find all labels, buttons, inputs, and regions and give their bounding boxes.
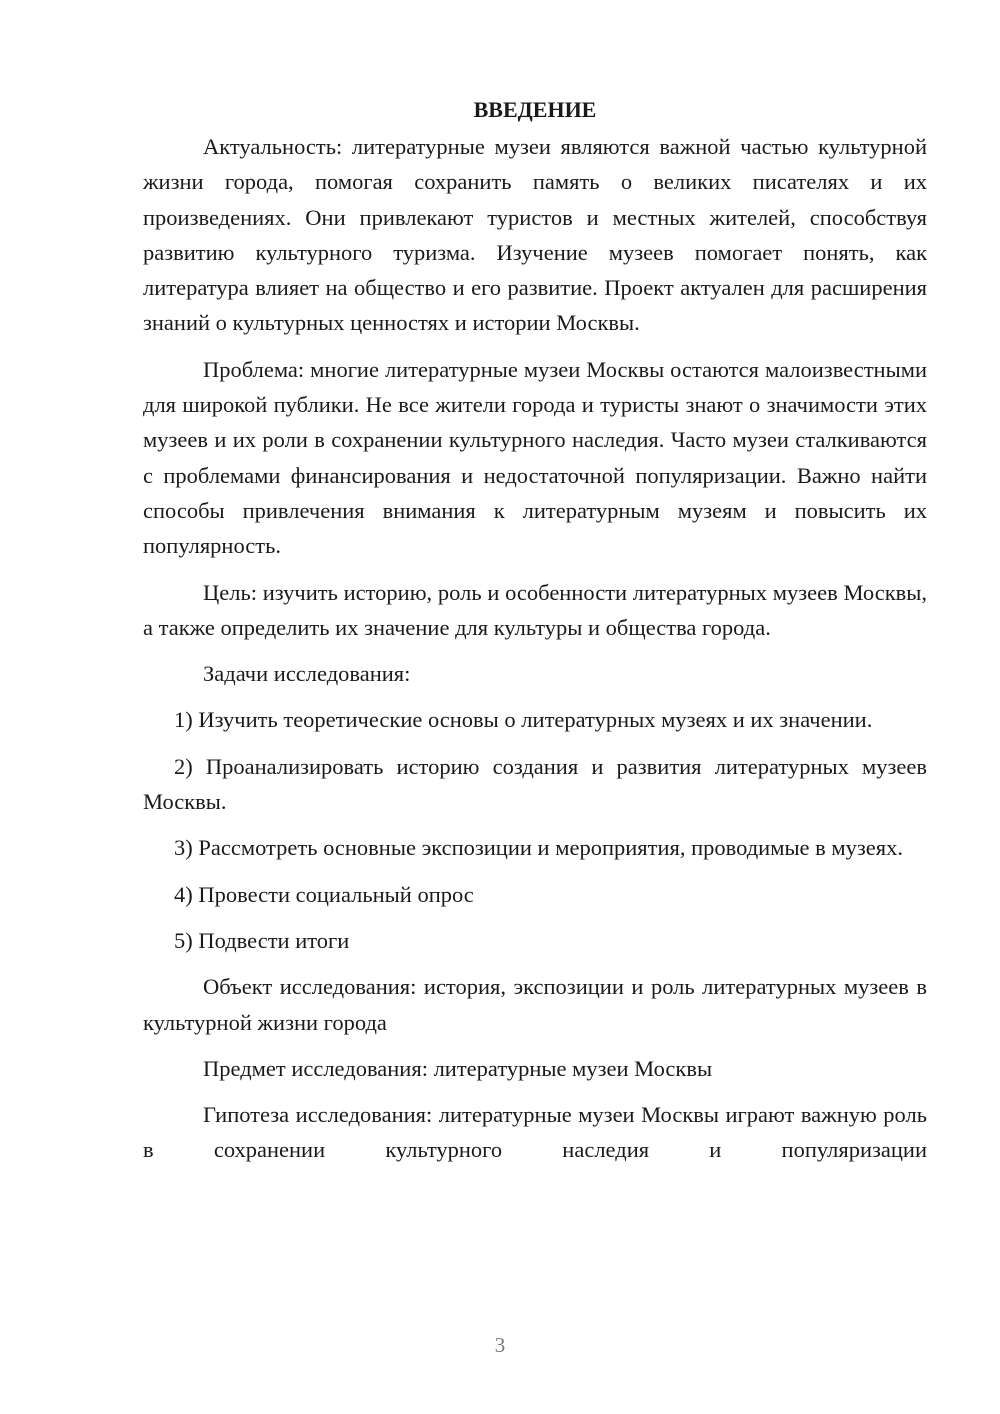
task-item-4: 4) Провести социальный опрос — [174, 881, 474, 907]
task-item-1: 1) Изучить теоретические основы о литературных музеях и их значении. — [174, 707, 873, 733]
relevance-paragraph: Актуальность: литературные музеи являются важной частью культурной жизни города, помогая сохранить память о великих писателях и их произведениях. Они привлекают туристов и местных жителей, способствуя развитию культурного туризма. Изучение музеев помогает понять, как литература влияет на общество и его развитие. Проект актуален для расширения знаний о культурных ценностях и истории Москвы. — [143, 134, 927, 336]
section-title: ВВЕДЕНИЕ — [473, 97, 597, 122]
hypothesis-paragraph: Гипотеза исследования: литературные музеи Москвы играют важную роль в сохранении культурного наследия и популяризации — [143, 1102, 927, 1163]
document-page — [143, 92, 927, 1179]
task-item-5: 5) Подвести итоги — [174, 927, 350, 953]
research-subject-paragraph: Предмет исследования: литературные музеи Москвы — [203, 1055, 713, 1081]
problem-paragraph: Проблема: многие литературные музеи Москвы остаются малоизвестными для широкой публики. Не все жители города и туристы знают о значимости этих музеев и их роли в сохранении культурного наследия. Часто музеи сталкиваются с проблемами финансирования и недостаточной популяризации. Важно найти способы привлечения внимания к литературным музеям и повысить их популярность. — [143, 356, 927, 559]
research-object-paragraph: Объект исследования: история, экспозиции и роль литературных музеев в культурной жизни города — [143, 974, 927, 1035]
page-number: 3 — [494, 1333, 506, 1357]
task-item-3: 3) Рассмотреть основные экспозиции и мероприятия, проводимые в музеях. — [174, 835, 904, 861]
task-item-2: 2) Проанализировать историю создания и развития литературных музеев Москвы. — [143, 753, 927, 815]
goal-paragraph: Цель: изучить историю, роль и особенности литературных музеев Москвы, а также определить их значение для культуры и общества города. — [143, 579, 927, 640]
tasks-heading: Задачи исследования: — [203, 661, 411, 687]
